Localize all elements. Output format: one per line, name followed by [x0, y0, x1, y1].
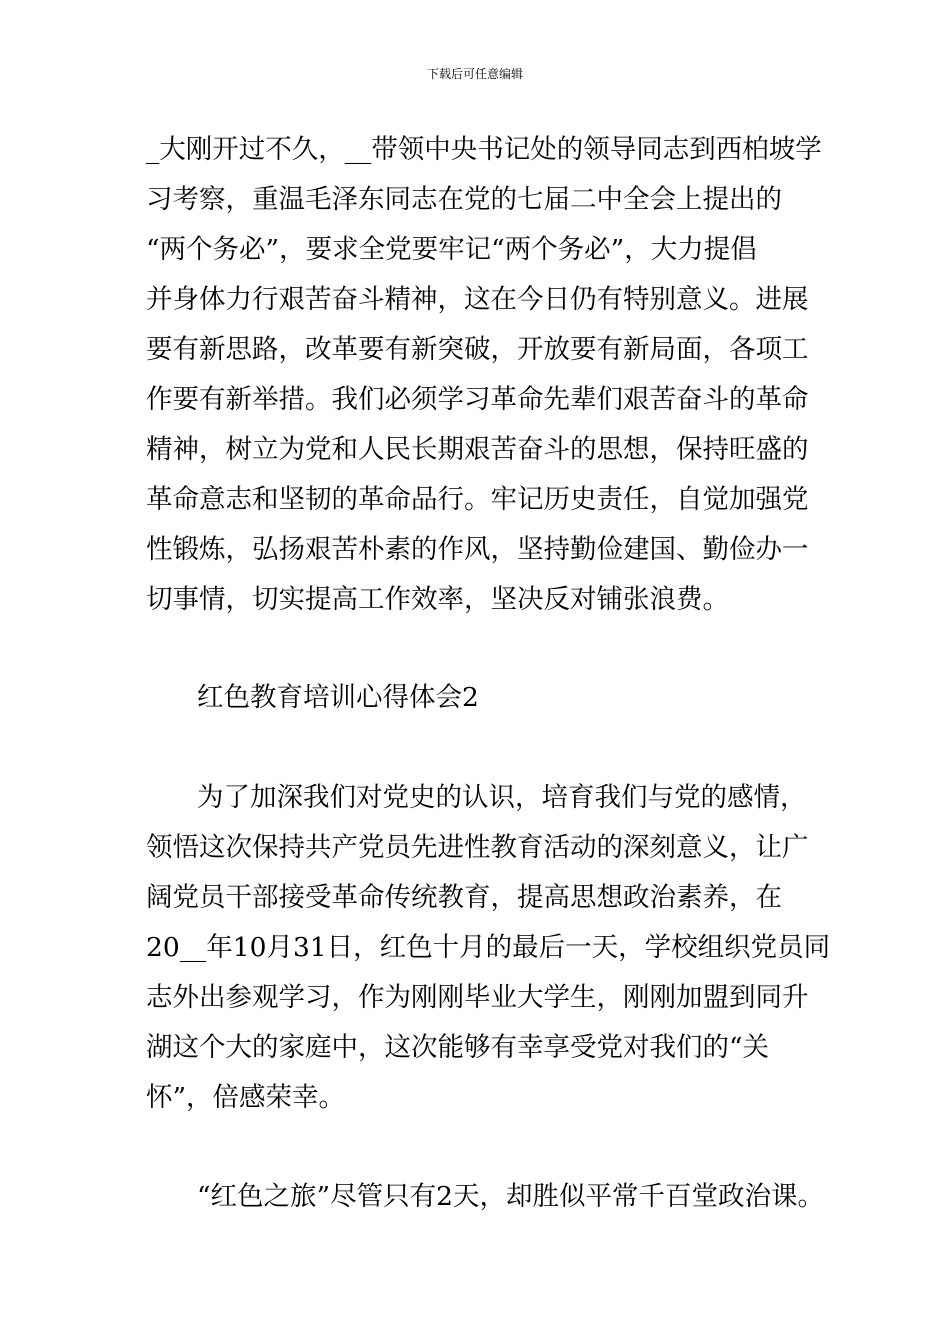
text-line: 性锻炼，弘扬艰苦朴素的作风，坚持勤俭建国、勤俭办一 [146, 534, 809, 565]
text-line: 领悟这次保持共产党员先进性教育活动的深刻意义，让广 [146, 832, 809, 863]
text-line: 20__年10月31日，红色十月的最后一天，学校组织党员同 [146, 932, 831, 963]
text-line: “两个务必”，要求全党要牢记“两个务必”，大力提倡 [146, 234, 757, 265]
text-line: 精神，树立为党和人民长期艰苦奋斗的思想，保持旺盛的 [146, 434, 809, 465]
text-line: _大刚开过不久，__带领中央书记处的领导同志到西柏坡学 [146, 134, 822, 165]
paragraph-1 [146, 125, 822, 625]
text-line: 为了加深我们对党史的认识，培育我们与党的感情， [197, 782, 807, 813]
text-line: 作要有新举措。我们必须学习革命先辈们艰苦奋斗的革命 [146, 384, 809, 415]
text-line: 习考察，重温毛泽东同志在党的七届二中全会上提出的 [146, 184, 782, 215]
page-header: 下载后可任意编辑 [426, 67, 523, 81]
text-line: 并身体力行艰苦奋斗精神，这在今日仍有特别意义。进展 [146, 284, 809, 315]
text-line: 怀”，倍感荣幸。 [146, 1082, 346, 1113]
text-line: 阔党员干部接受革命传统教育，提高思想政治素养，在 [146, 882, 782, 913]
text-line: 切事情，切实提高工作效率，坚决反对铺张浪费。 [146, 584, 729, 615]
paragraph-3: “红色之旅”尽管只有2天，却胜似平常千百堂政治课。 [197, 1181, 824, 1212]
paragraph-2 [146, 773, 831, 1123]
text-line: 志外出参观学习，作为刚刚毕业大学生，刚刚加盟到同升 [146, 982, 809, 1013]
text-line: 革命意志和坚韧的革命品行。牢记历史责任，自觉加强党 [146, 484, 809, 515]
text-line: 湖这个大的家庭中，这次能够有幸享受党对我们的“关 [146, 1032, 770, 1063]
section-heading: 红色教育培训心得体会2 [197, 682, 479, 713]
text-line: 要有新思路，改革要有新突破，开放要有新局面，各项工 [146, 334, 809, 365]
